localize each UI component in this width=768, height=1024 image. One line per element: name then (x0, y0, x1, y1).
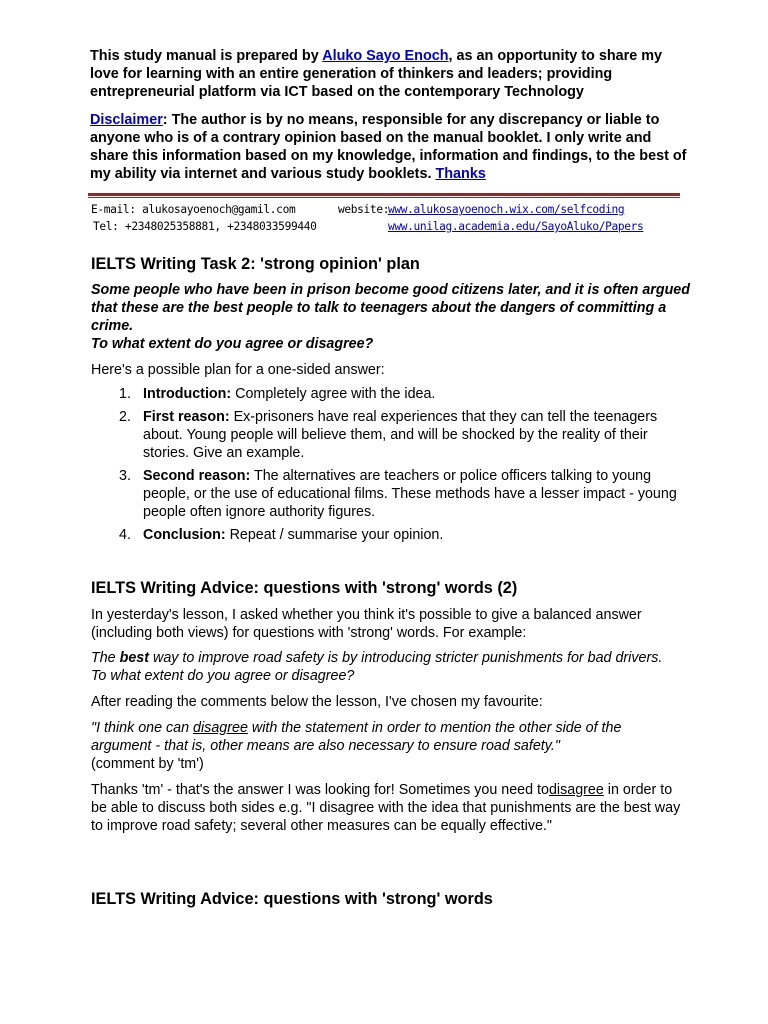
plan-item (119, 467, 679, 521)
thanks-pre: Thanks 'tm' - that's the answer I was looking for! Sometimes you need to (91, 782, 549, 798)
intro-paragraph (90, 47, 690, 101)
example-best: best (119, 650, 150, 666)
disclaimer-paragraph (90, 111, 690, 183)
task2-prompt-statement: Some people who have been in prison become good citizens later, and it is often argued that these are the best people to talk to teenagers about the dangers of committing a crime. (91, 282, 690, 334)
thanks-underlined-word: disagree (548, 782, 604, 798)
plan-item-text: Repeat / summarise your opinion. (225, 527, 444, 543)
plan-item-text: The alternatives are teachers or police officers talking to young people, or the use of educational films. These methods have a lesser impact - young people often ignore authority figures. (143, 468, 677, 520)
intro-prefix: This study manual is prepared by (90, 48, 323, 64)
website-label: website: (338, 203, 390, 216)
advice2-thanks (91, 781, 681, 835)
plan-item (119, 526, 679, 544)
plan-list (119, 385, 679, 549)
example-the: The (91, 650, 120, 666)
advice2-after: After reading the comments below the lesson, I've chosen my favourite: (91, 694, 543, 710)
intro-suffix: , as an opportunity to share my love for learning with an entire generation of thinkers and leaders; providing entrepreneurial platform via ICT based on the contemporary Technology (90, 48, 663, 100)
task2-prompt (91, 281, 691, 353)
quote-pre: "I think one can (91, 720, 194, 736)
plan-item-label: Conclusion: (143, 527, 226, 543)
website-links (388, 201, 688, 235)
task2-heading: IELTS Writing Task 2: 'strong opinion' plan (91, 255, 420, 273)
plan-item-number: 4. (119, 527, 131, 543)
plan-item-label: Introduction: (143, 386, 232, 402)
example-rest: way to improve road safety is by introducing stricter punishments for bad drivers. To what extent do you agree or disagree? (91, 650, 663, 684)
plan-item-number: 1. (119, 386, 131, 402)
plan-item-text: Completely agree with the idea. (231, 386, 436, 402)
plan-item (119, 385, 679, 403)
advice1-heading: IELTS Writing Advice: questions with 'strong' words (91, 890, 493, 908)
email-text: E-mail: alukosayoenoch@gamil.com (91, 203, 296, 216)
quote-post: with the statement in order to mention the other side of the argument - that is, other means are also necessary to ensure road safety." (91, 720, 622, 754)
comment-attribution: (comment by 'tm') (91, 756, 204, 772)
disclaimer-link[interactable]: Disclaimer (90, 112, 163, 128)
plan-item-label: First reason: (143, 409, 230, 425)
author-link[interactable]: Aluko Sayo Enoch (322, 48, 449, 64)
header-divider-thin (88, 197, 680, 198)
advice2-heading: IELTS Writing Advice: questions with 'strong' words (2) (91, 579, 518, 597)
plan-item-text: Ex-prisoners have real experiences that they can tell the teenagers about. Young people will believe them, and will be shocked by the reality of their stories. Give an example. (143, 409, 658, 461)
plan-item-label: Second reason: (143, 468, 251, 484)
thanks-post: in order to be able to discuss both sides e.g. "I disagree with the idea that punishments are the best way to improve road safety; several other measures can be equally effective." (91, 782, 681, 834)
task2-prompt-question: To what extent do you agree or disagree? (91, 336, 374, 352)
plan-intro: Here's a possible plan for a one-sided answer: (91, 362, 385, 378)
website-link-wix[interactable]: www.alukosayoenoch.wix.com/selfcoding (388, 203, 625, 216)
quote-underlined-word: disagree (193, 720, 248, 736)
header-divider (88, 193, 680, 196)
tel-text: Tel: +2348025358881, +2348033599440 (93, 220, 317, 233)
advice2-quote (91, 719, 681, 755)
plan-item-number: 2. (119, 409, 131, 425)
plan-item-number: 3. (119, 468, 131, 484)
website-link-academia[interactable]: www.unilag.academia.edu/SayoAluko/Papers (388, 220, 644, 233)
thanks-link[interactable]: Thanks (435, 166, 486, 182)
plan-item (119, 408, 679, 462)
contact-info (91, 201, 351, 235)
advice2-example (91, 649, 681, 685)
disclaimer-text: : The author is by no means, responsible for any discrepancy or liable to anyone who is of a contrary opinion based on the manual booklet. I only write and share this information based on my knowledge, information and findings, to the best of my ability via internet and various study booklets. (90, 112, 687, 182)
advice2-yesterday: In yesterday's lesson, I asked whether you think it's possible to give a balanced answer (including both views) for questions with 'strong' words. For example: (91, 607, 642, 641)
